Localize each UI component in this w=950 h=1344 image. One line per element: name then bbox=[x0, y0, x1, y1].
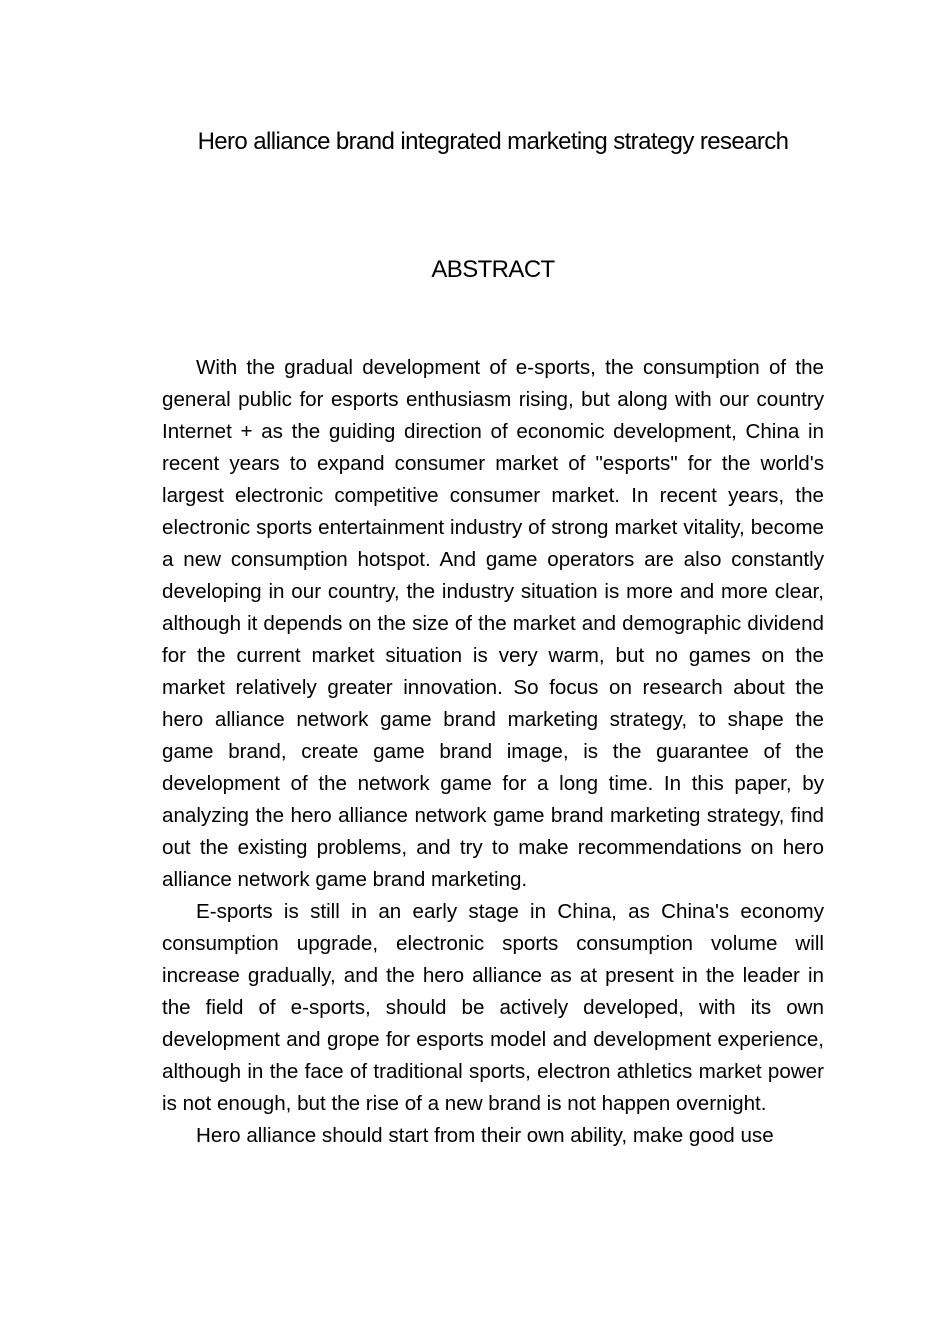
paper-title: Hero alliance brand integrated marketing strategy research bbox=[197, 128, 789, 155]
abstract-body bbox=[162, 352, 824, 1152]
abstract-heading: ABSTRACT bbox=[431, 256, 555, 283]
abstract-paragraph-2: E-sports is still in an early stage in China, as China's economy consumption upgrade, electronic sports consumption volume will increase gradually, and the hero alliance as at present in the leader in the field of e-sports, should be actively developed, with its own development and grope for esports model and development experience, although in the face of traditional sports, electron athletics market power is not enough, but the rise of a new brand is not happen overnight. bbox=[162, 900, 824, 1115]
abstract-paragraph-1: With the gradual development of e-sports, the consumption of the general public for esports enthusiasm rising, but along with our country Internet + as the guiding direction of economic development, China in recent years to expand consumer market of "esports" for the world's largest electronic competitive consumer market. In recent years, the electronic sports entertainment industry of strong market vitality, become a new consumption hotspot. And game operators are also constantly developing in our country, the industry situation is more and more clear, although it depends on the size of the market and demographic dividend for the current market situation is very warm, but no games on the market relatively greater innovation. So focus on research about the hero alliance network game brand marketing strategy, to shape the game brand, create game brand image, is the guarantee of the development of the network game for a long time. In this paper, by analyzing the hero alliance network game brand marketing strategy, find out the existing problems, and try to make recommendations on hero alliance network game brand marketing. bbox=[162, 356, 824, 891]
abstract-paragraph-3: Hero alliance should start from their own ability, make good use bbox=[196, 1124, 774, 1147]
